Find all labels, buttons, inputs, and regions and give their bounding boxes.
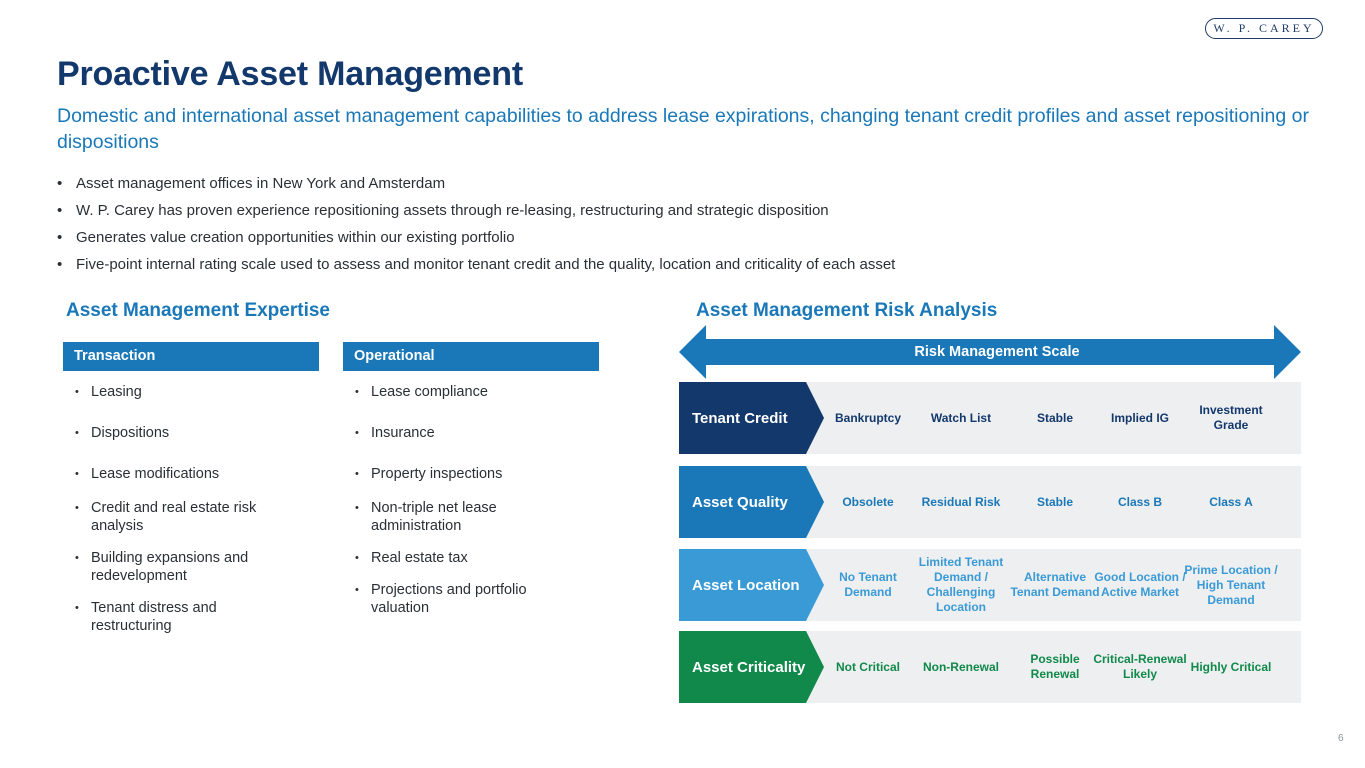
risk-cell: No Tenant Demand — [839, 570, 897, 599]
list-item: • W. P. Carey has proven experience repositioning assets through re-leasing, restructuring and strategic disposition — [57, 197, 1057, 224]
page-title: Proactive Asset Management — [57, 55, 523, 93]
risk-row — [679, 382, 1301, 454]
risk-cell: Stable — [1036, 410, 1073, 425]
risk-row-title: Tenant Credit — [692, 409, 788, 427]
risk-row — [679, 631, 1301, 703]
list-item: • Asset management offices in New York and Amsterdam — [57, 170, 1057, 197]
transaction-item: • Credit and real estate risk analysis — [75, 499, 285, 535]
risk-analysis-heading: Asset Management Risk Analysis — [696, 300, 998, 321]
risk-cell: Bankruptcy — [834, 410, 902, 425]
risk-cell: Limited Tenant Demand / Challenging Location — [918, 555, 1004, 614]
operational-item: • Property inspections — [355, 465, 565, 483]
risk-cell: Alternative Tenant Demand — [1010, 570, 1100, 599]
operational-header: Operational — [343, 342, 599, 371]
list-item: • Generates value creation opportunities within our existing portfolio — [57, 224, 1057, 251]
operational-item: • Lease compliance — [355, 383, 565, 401]
list-item: • Five-point internal rating scale used to assess and monitor tenant credit and the quality, location and criticality of each asset — [57, 251, 1057, 278]
risk-cell: Obsolete — [842, 494, 894, 509]
risk-row — [679, 466, 1301, 538]
risk-cell: Non-Renewal — [922, 659, 999, 674]
risk-cell: Implied IG — [1110, 410, 1169, 425]
operational-item: • Real estate tax — [355, 549, 565, 567]
transaction-item: • Tenant distress and restructuring — [75, 599, 285, 635]
risk-row — [679, 549, 1301, 621]
transaction-item: • Leasing — [75, 383, 285, 401]
risk-cell: Stable — [1036, 494, 1073, 509]
risk-cell: Highly Critical — [1190, 659, 1272, 674]
company-logo: W. P. CAREY — [1205, 18, 1323, 39]
transaction-item: • Building expansions and redevelopment — [75, 549, 285, 585]
risk-cell: Not Critical — [835, 659, 900, 674]
page-subtitle: Domestic and international asset management capabilities to address lease expirations, changing tenant credit profiles and asset repositioning or dispositions — [57, 105, 1309, 153]
risk-cell: Class A — [1209, 494, 1253, 509]
operational-item: • Insurance — [355, 424, 565, 442]
risk-cell: Critical-Renewal Likely — [1093, 652, 1187, 681]
transaction-header: Transaction — [63, 342, 319, 371]
transaction-item: • Dispositions — [75, 424, 285, 442]
operational-item: • Projections and portfolio valuation — [355, 581, 565, 617]
expertise-heading: Asset Management Expertise — [66, 300, 330, 321]
risk-cell: Good Location / Active Market — [1094, 570, 1186, 599]
key-points-list — [57, 170, 1057, 278]
risk-cell: Watch List — [930, 410, 992, 425]
transaction-item: • Lease modifications — [75, 465, 285, 483]
risk-cell: Prime Location / High Tenant Demand — [1184, 562, 1278, 607]
operational-item: • Non-triple net lease administration — [355, 499, 565, 535]
risk-cell: Possible Renewal — [1030, 652, 1080, 681]
page-number: 6 — [1338, 733, 1344, 744]
risk-cell: Investment Grade — [1199, 403, 1263, 432]
risk-scale-label: Risk Management Scale — [914, 344, 1080, 360]
risk-cell: Class B — [1117, 494, 1163, 509]
risk-cell: Residual Risk — [921, 494, 1001, 509]
risk-row-title: Asset Location — [692, 576, 800, 594]
risk-row-title: Asset Criticality — [692, 658, 806, 676]
risk-row-title: Asset Quality — [692, 493, 788, 511]
